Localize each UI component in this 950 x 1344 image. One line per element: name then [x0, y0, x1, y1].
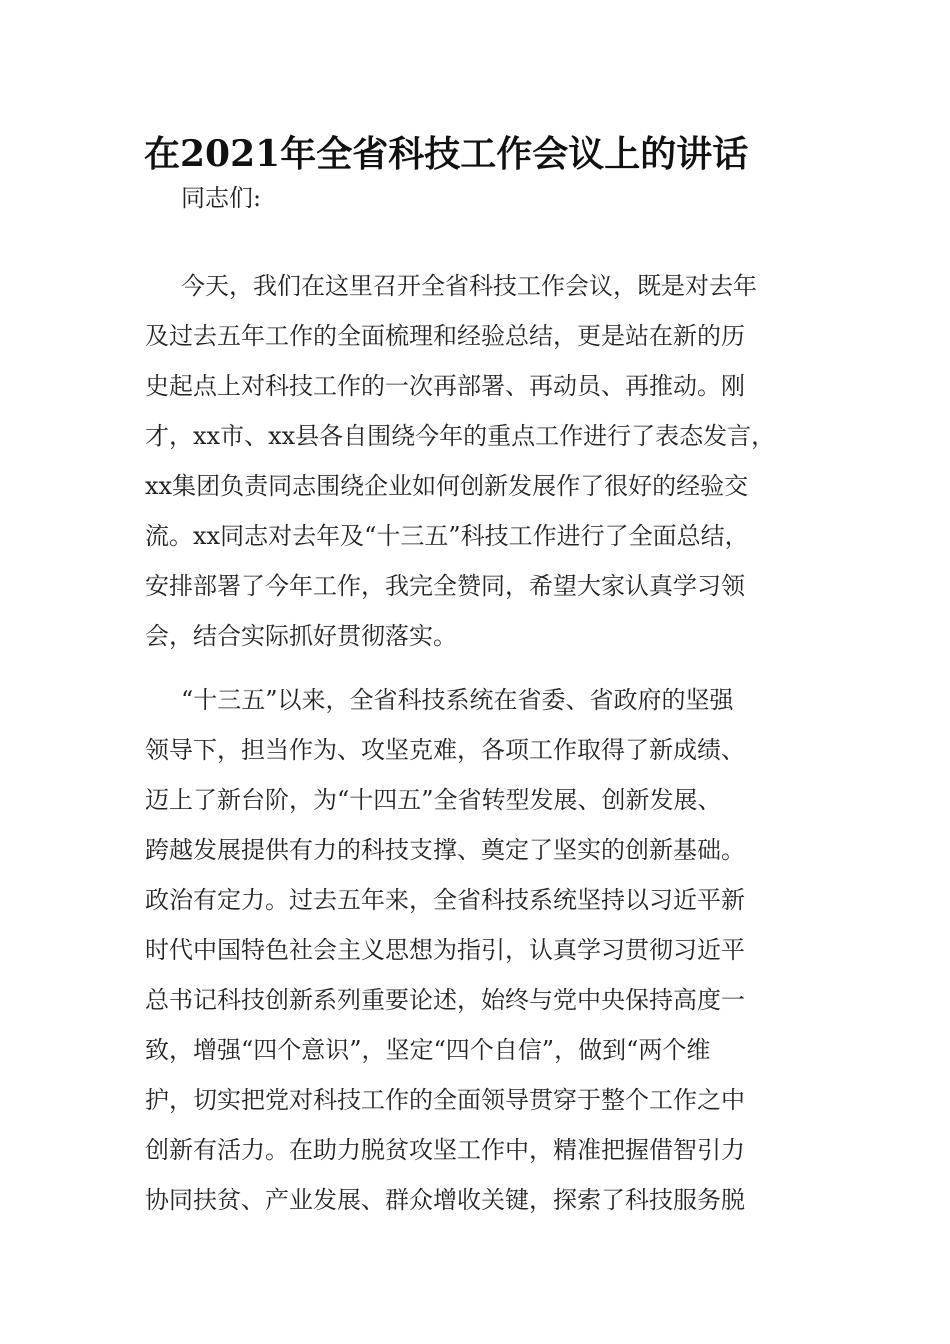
paragraph-2-line-2: 领导下，担当作为、攻坚克难，各项工作取得了新成绩、 — [145, 736, 745, 764]
paragraph-1-line-2: 及过去五年工作的全面梳理和经验总结，更是站在新的历 — [145, 322, 745, 350]
paragraph-2-line-9: 护，切实把党对科技工作的全面领导贯穿于整个工作之中 — [145, 1086, 745, 1114]
paragraph-1-line-1: 今天，我们在这里召开全省科技工作会议，既是对去年 — [181, 272, 757, 300]
salutation: 同志们: — [181, 184, 262, 212]
paragraph-1-line-8: 会，结合实际抓好贯彻落实。 — [145, 622, 457, 650]
paragraph-2-line-6: 时代中国特色社会主义思想为指引，认真学习贯彻习近平 — [145, 936, 745, 964]
paragraph-1-line-3: 史起点上对科技工作的一次再部署、再动员、再推动。刚 — [145, 372, 745, 400]
paragraph-2-line-5: 政治有定力。过去五年来，全省科技系统坚持以习近平新 — [145, 886, 745, 914]
paragraph-2-line-3: 迈上了新台阶，为“十四五”全省转型发展、创新发展、 — [145, 786, 722, 814]
paragraph-1-line-5: xx集团负责同志围绕企业如何创新发展作了很好的经验交 — [145, 472, 749, 500]
paragraph-2-line-8: 致，增强“四个意识”，坚定“四个自信”，做到“两个维 — [145, 1036, 711, 1064]
paragraph-2-line-1: “十三五”以来，全省科技系统在省委、省政府的坚强 — [181, 686, 734, 714]
document-title: 在2021年全省科技工作会议上的讲话 — [144, 133, 749, 175]
paragraph-2-line-7: 总书记科技创新系列重要论述，始终与党中央保持高度一 — [145, 986, 745, 1014]
paragraph-2-line-4: 跨越发展提供有力的科技支撑、奠定了坚实的创新基础。 — [145, 836, 745, 864]
paragraph-2-line-11: 协同扶贫、产业发展、群众增收关键，探索了科技服务脱 — [145, 1186, 745, 1214]
paragraph-2-line-10: 创新有活力。在助力脱贫攻坚工作中，精准把握借智引力 — [145, 1136, 745, 1164]
paragraph-1-line-6: 流。xx同志对去年及“十三五”科技工作进行了全面总结， — [145, 522, 749, 550]
paragraph-1-line-4: 才，xx市、xx县各自围绕今年的重点工作进行了表态发言， — [145, 422, 776, 450]
paragraph-1-line-7: 安排部署了今年工作，我完全赞同，希望大家认真学习领 — [145, 572, 745, 600]
